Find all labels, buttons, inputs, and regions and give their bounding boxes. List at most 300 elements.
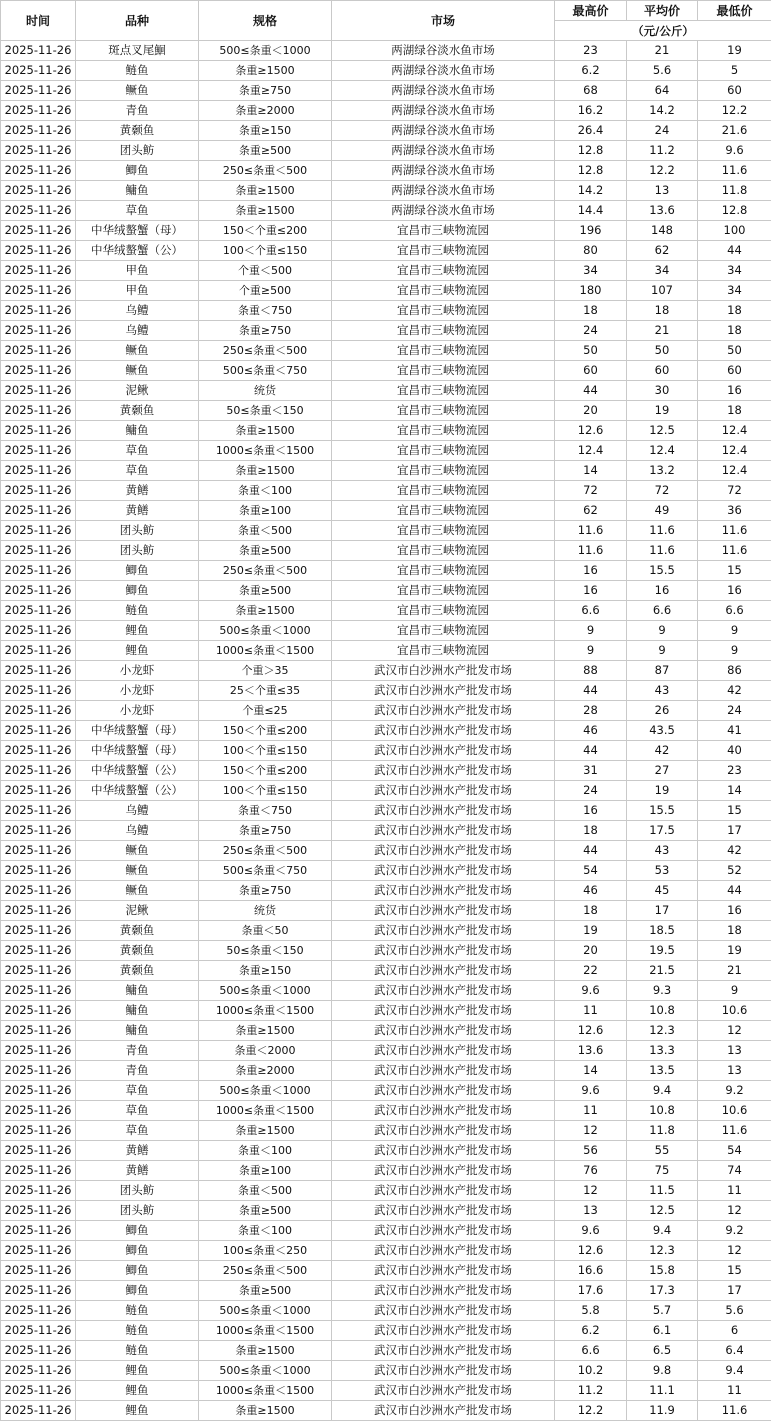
table-row — [1, 161, 771, 181]
cell-market: 武汉市白沙洲水产批发市场 — [332, 761, 555, 781]
cell-spec: 条重≥500 — [199, 541, 332, 561]
table-row — [1, 561, 771, 581]
cell-avg: 34 — [627, 261, 698, 281]
table-row — [1, 861, 771, 881]
cell-spec: 条重＜100 — [199, 1141, 332, 1161]
cell-high: 11.6 — [555, 521, 627, 541]
cell-time: 2025-11-26 — [1, 261, 76, 281]
cell-market: 两湖绿谷淡水鱼市场 — [332, 141, 555, 161]
cell-kind: 草鱼 — [76, 1121, 199, 1141]
table-row — [1, 681, 771, 701]
cell-spec: 500≤条重＜1000 — [199, 41, 332, 61]
cell-kind: 鳜鱼 — [76, 881, 199, 901]
cell-kind: 黄颡鱼 — [76, 401, 199, 421]
cell-market: 宜昌市三峡物流园 — [332, 321, 555, 341]
cell-avg: 16 — [627, 581, 698, 601]
cell-high: 6.6 — [555, 1341, 627, 1361]
table-row — [1, 1081, 771, 1101]
cell-time: 2025-11-26 — [1, 1021, 76, 1041]
cell-avg: 50 — [627, 341, 698, 361]
header-time: 时间 — [1, 1, 76, 41]
cell-spec: 250≤条重＜500 — [199, 841, 332, 861]
cell-avg: 43 — [627, 841, 698, 861]
cell-time: 2025-11-26 — [1, 1261, 76, 1281]
cell-market: 两湖绿谷淡水鱼市场 — [332, 201, 555, 221]
cell-market: 武汉市白沙洲水产批发市场 — [332, 801, 555, 821]
cell-avg: 15.5 — [627, 801, 698, 821]
cell-avg: 5.7 — [627, 1301, 698, 1321]
cell-high: 9.6 — [555, 1221, 627, 1241]
cell-market: 武汉市白沙洲水产批发市场 — [332, 1141, 555, 1161]
cell-time: 2025-11-26 — [1, 181, 76, 201]
cell-market: 武汉市白沙洲水产批发市场 — [332, 1281, 555, 1301]
cell-kind: 草鱼 — [76, 441, 199, 461]
table-row — [1, 841, 771, 861]
cell-kind: 中华绒螯蟹（母） — [76, 221, 199, 241]
table-row — [1, 641, 771, 661]
cell-low: 60 — [698, 361, 771, 381]
cell-market: 宜昌市三峡物流园 — [332, 401, 555, 421]
cell-avg: 12.2 — [627, 161, 698, 181]
cell-kind: 鲤鱼 — [76, 621, 199, 641]
cell-time: 2025-11-26 — [1, 741, 76, 761]
cell-kind: 鲫鱼 — [76, 1241, 199, 1261]
cell-time: 2025-11-26 — [1, 541, 76, 561]
cell-high: 54 — [555, 861, 627, 881]
table-row — [1, 881, 771, 901]
cell-time: 2025-11-26 — [1, 601, 76, 621]
cell-time: 2025-11-26 — [1, 41, 76, 61]
table-row — [1, 981, 771, 1001]
cell-time: 2025-11-26 — [1, 461, 76, 481]
cell-low: 18 — [698, 921, 771, 941]
table-row — [1, 1161, 771, 1181]
cell-market: 宜昌市三峡物流园 — [332, 441, 555, 461]
cell-avg: 13 — [627, 181, 698, 201]
header-avg: 平均价 — [627, 1, 698, 21]
cell-kind: 青鱼 — [76, 1061, 199, 1081]
table-row — [1, 1401, 771, 1421]
cell-low: 34 — [698, 261, 771, 281]
cell-spec: 150＜个重≤200 — [199, 221, 332, 241]
cell-avg: 13.2 — [627, 461, 698, 481]
cell-low: 12 — [698, 1241, 771, 1261]
cell-avg: 9 — [627, 621, 698, 641]
cell-kind: 黄鳝 — [76, 1161, 199, 1181]
cell-market: 武汉市白沙洲水产批发市场 — [332, 961, 555, 981]
cell-spec: 条重≥1500 — [199, 201, 332, 221]
table-row — [1, 1221, 771, 1241]
cell-low: 18 — [698, 321, 771, 341]
cell-high: 12.4 — [555, 441, 627, 461]
cell-spec: 条重≥750 — [199, 321, 332, 341]
cell-kind: 鲫鱼 — [76, 1221, 199, 1241]
cell-avg: 72 — [627, 481, 698, 501]
cell-spec: 条重≥100 — [199, 1161, 332, 1181]
cell-avg: 19 — [627, 401, 698, 421]
cell-low: 16 — [698, 581, 771, 601]
cell-market: 武汉市白沙洲水产批发市场 — [332, 1081, 555, 1101]
cell-high: 12 — [555, 1181, 627, 1201]
cell-kind: 鳙鱼 — [76, 1021, 199, 1041]
cell-high: 9.6 — [555, 1081, 627, 1101]
cell-spec: 统货 — [199, 901, 332, 921]
table-row — [1, 1101, 771, 1121]
table-row — [1, 1321, 771, 1341]
cell-low: 19 — [698, 941, 771, 961]
cell-market: 武汉市白沙洲水产批发市场 — [332, 721, 555, 741]
table-row — [1, 61, 771, 81]
cell-high: 34 — [555, 261, 627, 281]
header-high: 最高价 — [555, 1, 627, 21]
cell-market: 武汉市白沙洲水产批发市场 — [332, 841, 555, 861]
cell-avg: 11.8 — [627, 1121, 698, 1141]
cell-high: 11 — [555, 1001, 627, 1021]
cell-time: 2025-11-26 — [1, 1281, 76, 1301]
cell-low: 13 — [698, 1041, 771, 1061]
cell-high: 23 — [555, 41, 627, 61]
cell-high: 16.2 — [555, 101, 627, 121]
cell-high: 11 — [555, 1101, 627, 1121]
cell-kind: 团头鲂 — [76, 541, 199, 561]
cell-market: 宜昌市三峡物流园 — [332, 281, 555, 301]
cell-low: 6.6 — [698, 601, 771, 621]
cell-spec: 250≤条重＜500 — [199, 341, 332, 361]
cell-avg: 10.8 — [627, 1001, 698, 1021]
table-row — [1, 281, 771, 301]
cell-high: 76 — [555, 1161, 627, 1181]
cell-low: 10.6 — [698, 1101, 771, 1121]
cell-low: 100 — [698, 221, 771, 241]
cell-spec: 500≤条重＜1000 — [199, 621, 332, 641]
cell-low: 11.6 — [698, 521, 771, 541]
cell-spec: 100＜个重≤150 — [199, 781, 332, 801]
cell-low: 13 — [698, 1061, 771, 1081]
cell-kind: 黄颡鱼 — [76, 921, 199, 941]
cell-avg: 19.5 — [627, 941, 698, 961]
cell-kind: 中华绒螯蟹（母） — [76, 721, 199, 741]
cell-spec: 条重≥100 — [199, 501, 332, 521]
cell-avg: 87 — [627, 661, 698, 681]
cell-avg: 21 — [627, 41, 698, 61]
cell-low: 18 — [698, 301, 771, 321]
cell-low: 34 — [698, 281, 771, 301]
cell-market: 武汉市白沙洲水产批发市场 — [332, 1001, 555, 1021]
table-row — [1, 221, 771, 241]
cell-low: 11.6 — [698, 541, 771, 561]
table-row — [1, 461, 771, 481]
cell-high: 16 — [555, 801, 627, 821]
cell-low: 12.4 — [698, 441, 771, 461]
cell-high: 80 — [555, 241, 627, 261]
table-row — [1, 321, 771, 341]
table-row — [1, 441, 771, 461]
cell-low: 11.6 — [698, 1121, 771, 1141]
cell-high: 18 — [555, 301, 627, 321]
cell-market: 武汉市白沙洲水产批发市场 — [332, 881, 555, 901]
cell-time: 2025-11-26 — [1, 141, 76, 161]
cell-spec: 条重＜50 — [199, 921, 332, 941]
cell-kind: 小龙虾 — [76, 681, 199, 701]
table-row — [1, 81, 771, 101]
cell-low: 12.4 — [698, 421, 771, 441]
cell-kind: 黄鳝 — [76, 501, 199, 521]
table-row — [1, 541, 771, 561]
cell-low: 6.4 — [698, 1341, 771, 1361]
cell-low: 21.6 — [698, 121, 771, 141]
cell-market: 宜昌市三峡物流园 — [332, 601, 555, 621]
cell-avg: 15.8 — [627, 1261, 698, 1281]
table-row — [1, 1361, 771, 1381]
cell-avg: 64 — [627, 81, 698, 101]
cell-avg: 13.6 — [627, 201, 698, 221]
cell-time: 2025-11-26 — [1, 101, 76, 121]
cell-market: 武汉市白沙洲水产批发市场 — [332, 701, 555, 721]
cell-low: 10.6 — [698, 1001, 771, 1021]
cell-kind: 泥鳅 — [76, 381, 199, 401]
cell-spec: 500≤条重＜1000 — [199, 1081, 332, 1101]
cell-time: 2025-11-26 — [1, 421, 76, 441]
cell-time: 2025-11-26 — [1, 1081, 76, 1101]
cell-time: 2025-11-26 — [1, 761, 76, 781]
cell-market: 武汉市白沙洲水产批发市场 — [332, 1201, 555, 1221]
cell-kind: 鲫鱼 — [76, 561, 199, 581]
cell-high: 44 — [555, 381, 627, 401]
cell-spec: 100≤条重＜250 — [199, 1241, 332, 1261]
cell-avg: 26 — [627, 701, 698, 721]
cell-spec: 条重≥500 — [199, 141, 332, 161]
table-row — [1, 741, 771, 761]
cell-time: 2025-11-26 — [1, 501, 76, 521]
table-header — [1, 1, 771, 41]
cell-avg: 55 — [627, 1141, 698, 1161]
cell-time: 2025-11-26 — [1, 901, 76, 921]
table-row — [1, 921, 771, 941]
cell-kind: 斑点叉尾鮰 — [76, 41, 199, 61]
cell-kind: 草鱼 — [76, 461, 199, 481]
cell-avg: 24 — [627, 121, 698, 141]
cell-kind: 黄鳝 — [76, 1141, 199, 1161]
cell-market: 武汉市白沙洲水产批发市场 — [332, 1341, 555, 1361]
cell-avg: 6.5 — [627, 1341, 698, 1361]
cell-kind: 鳜鱼 — [76, 361, 199, 381]
cell-low: 15 — [698, 561, 771, 581]
cell-low: 86 — [698, 661, 771, 681]
cell-avg: 10.8 — [627, 1101, 698, 1121]
cell-time: 2025-11-26 — [1, 961, 76, 981]
cell-avg: 62 — [627, 241, 698, 261]
header-unit: （元/公斤） — [555, 21, 771, 41]
cell-kind: 鲫鱼 — [76, 581, 199, 601]
cell-high: 9 — [555, 621, 627, 641]
cell-kind: 鲤鱼 — [76, 641, 199, 661]
cell-low: 52 — [698, 861, 771, 881]
cell-kind: 鳙鱼 — [76, 421, 199, 441]
cell-kind: 团头鲂 — [76, 1181, 199, 1201]
cell-avg: 15.5 — [627, 561, 698, 581]
table-row — [1, 1241, 771, 1261]
cell-market: 武汉市白沙洲水产批发市场 — [332, 661, 555, 681]
cell-spec: 条重≥750 — [199, 881, 332, 901]
cell-market: 宜昌市三峡物流园 — [332, 221, 555, 241]
cell-high: 26.4 — [555, 121, 627, 141]
cell-spec: 条重≥750 — [199, 821, 332, 841]
cell-low: 41 — [698, 721, 771, 741]
cell-high: 12.8 — [555, 141, 627, 161]
table-row — [1, 901, 771, 921]
table-row — [1, 721, 771, 741]
cell-market: 武汉市白沙洲水产批发市场 — [332, 1301, 555, 1321]
cell-low: 6 — [698, 1321, 771, 1341]
cell-time: 2025-11-26 — [1, 1161, 76, 1181]
cell-high: 20 — [555, 941, 627, 961]
cell-time: 2025-11-26 — [1, 721, 76, 741]
cell-time: 2025-11-26 — [1, 241, 76, 261]
cell-high: 12.8 — [555, 161, 627, 181]
table-row — [1, 801, 771, 821]
cell-time: 2025-11-26 — [1, 1141, 76, 1161]
cell-high: 12.2 — [555, 1401, 627, 1421]
cell-spec: 条重＜100 — [199, 481, 332, 501]
cell-spec: 150＜个重≤200 — [199, 761, 332, 781]
cell-market: 宜昌市三峡物流园 — [332, 541, 555, 561]
cell-spec: 条重≥1500 — [199, 421, 332, 441]
table-row — [1, 201, 771, 221]
cell-time: 2025-11-26 — [1, 401, 76, 421]
cell-market: 宜昌市三峡物流园 — [332, 301, 555, 321]
cell-market: 武汉市白沙洲水产批发市场 — [332, 941, 555, 961]
table-row — [1, 1141, 771, 1161]
cell-spec: 条重≥1500 — [199, 1121, 332, 1141]
cell-low: 12.8 — [698, 201, 771, 221]
cell-low: 50 — [698, 341, 771, 361]
cell-avg: 12.4 — [627, 441, 698, 461]
cell-kind: 鲢鱼 — [76, 61, 199, 81]
cell-market: 宜昌市三峡物流园 — [332, 361, 555, 381]
cell-market: 武汉市白沙洲水产批发市场 — [332, 1221, 555, 1241]
cell-avg: 9.8 — [627, 1361, 698, 1381]
table-row — [1, 481, 771, 501]
cell-high: 5.8 — [555, 1301, 627, 1321]
cell-avg: 30 — [627, 381, 698, 401]
header-market: 市场 — [332, 1, 555, 41]
cell-high: 14.2 — [555, 181, 627, 201]
cell-avg: 21 — [627, 321, 698, 341]
table-row — [1, 261, 771, 281]
cell-avg: 53 — [627, 861, 698, 881]
cell-spec: 1000≤条重＜1500 — [199, 641, 332, 661]
cell-avg: 19 — [627, 781, 698, 801]
cell-spec: 500≤条重＜1000 — [199, 1301, 332, 1321]
cell-high: 6.2 — [555, 61, 627, 81]
cell-high: 24 — [555, 321, 627, 341]
cell-avg: 6.6 — [627, 601, 698, 621]
cell-low: 14 — [698, 781, 771, 801]
cell-high: 6.2 — [555, 1321, 627, 1341]
cell-kind: 鲫鱼 — [76, 161, 199, 181]
cell-time: 2025-11-26 — [1, 561, 76, 581]
cell-avg: 9.4 — [627, 1221, 698, 1241]
cell-kind: 草鱼 — [76, 1081, 199, 1101]
cell-kind: 草鱼 — [76, 201, 199, 221]
cell-low: 12.4 — [698, 461, 771, 481]
table-row — [1, 1261, 771, 1281]
cell-high: 50 — [555, 341, 627, 361]
cell-market: 宜昌市三峡物流园 — [332, 421, 555, 441]
cell-time: 2025-11-26 — [1, 1041, 76, 1061]
cell-high: 19 — [555, 921, 627, 941]
cell-market: 两湖绿谷淡水鱼市场 — [332, 81, 555, 101]
cell-avg: 75 — [627, 1161, 698, 1181]
cell-avg: 11.6 — [627, 541, 698, 561]
cell-avg: 17.5 — [627, 821, 698, 841]
table-row — [1, 401, 771, 421]
cell-market: 武汉市白沙洲水产批发市场 — [332, 1361, 555, 1381]
cell-market: 宜昌市三峡物流园 — [332, 341, 555, 361]
cell-high: 12.6 — [555, 1241, 627, 1261]
cell-high: 88 — [555, 661, 627, 681]
cell-market: 两湖绿谷淡水鱼市场 — [332, 41, 555, 61]
cell-low: 40 — [698, 741, 771, 761]
cell-low: 9 — [698, 641, 771, 661]
cell-market: 武汉市白沙洲水产批发市场 — [332, 1401, 555, 1421]
cell-time: 2025-11-26 — [1, 1241, 76, 1261]
cell-kind: 小龙虾 — [76, 701, 199, 721]
cell-high: 9 — [555, 641, 627, 661]
cell-high: 196 — [555, 221, 627, 241]
cell-market: 武汉市白沙洲水产批发市场 — [332, 1101, 555, 1121]
cell-spec: 条重≥1500 — [199, 1401, 332, 1421]
cell-market: 宜昌市三峡物流园 — [332, 501, 555, 521]
cell-low: 24 — [698, 701, 771, 721]
cell-time: 2025-11-26 — [1, 121, 76, 141]
cell-time: 2025-11-26 — [1, 661, 76, 681]
cell-kind: 乌鳢 — [76, 321, 199, 341]
cell-time: 2025-11-26 — [1, 1301, 76, 1321]
cell-time: 2025-11-26 — [1, 1321, 76, 1341]
table-row — [1, 601, 771, 621]
table-row — [1, 1021, 771, 1041]
cell-low: 54 — [698, 1141, 771, 1161]
cell-high: 24 — [555, 781, 627, 801]
table-row — [1, 1301, 771, 1321]
cell-kind: 鲤鱼 — [76, 1361, 199, 1381]
cell-avg: 11.6 — [627, 521, 698, 541]
cell-time: 2025-11-26 — [1, 481, 76, 501]
cell-high: 11.6 — [555, 541, 627, 561]
cell-avg: 9.4 — [627, 1081, 698, 1101]
cell-kind: 团头鲂 — [76, 521, 199, 541]
table-row — [1, 381, 771, 401]
cell-low: 15 — [698, 1261, 771, 1281]
cell-low: 9.2 — [698, 1221, 771, 1241]
cell-avg: 60 — [627, 361, 698, 381]
cell-market: 武汉市白沙洲水产批发市场 — [332, 981, 555, 1001]
cell-spec: 条重≥1500 — [199, 61, 332, 81]
cell-spec: 条重＜500 — [199, 521, 332, 541]
cell-market: 武汉市白沙洲水产批发市场 — [332, 1241, 555, 1261]
cell-time: 2025-11-26 — [1, 341, 76, 361]
cell-market: 武汉市白沙洲水产批发市场 — [332, 681, 555, 701]
cell-low: 11.8 — [698, 181, 771, 201]
header-spec: 规格 — [199, 1, 332, 41]
cell-kind: 甲鱼 — [76, 281, 199, 301]
cell-low: 11 — [698, 1181, 771, 1201]
cell-spec: 个重≤25 — [199, 701, 332, 721]
cell-high: 180 — [555, 281, 627, 301]
cell-market: 宜昌市三峡物流园 — [332, 461, 555, 481]
cell-avg: 11.5 — [627, 1181, 698, 1201]
